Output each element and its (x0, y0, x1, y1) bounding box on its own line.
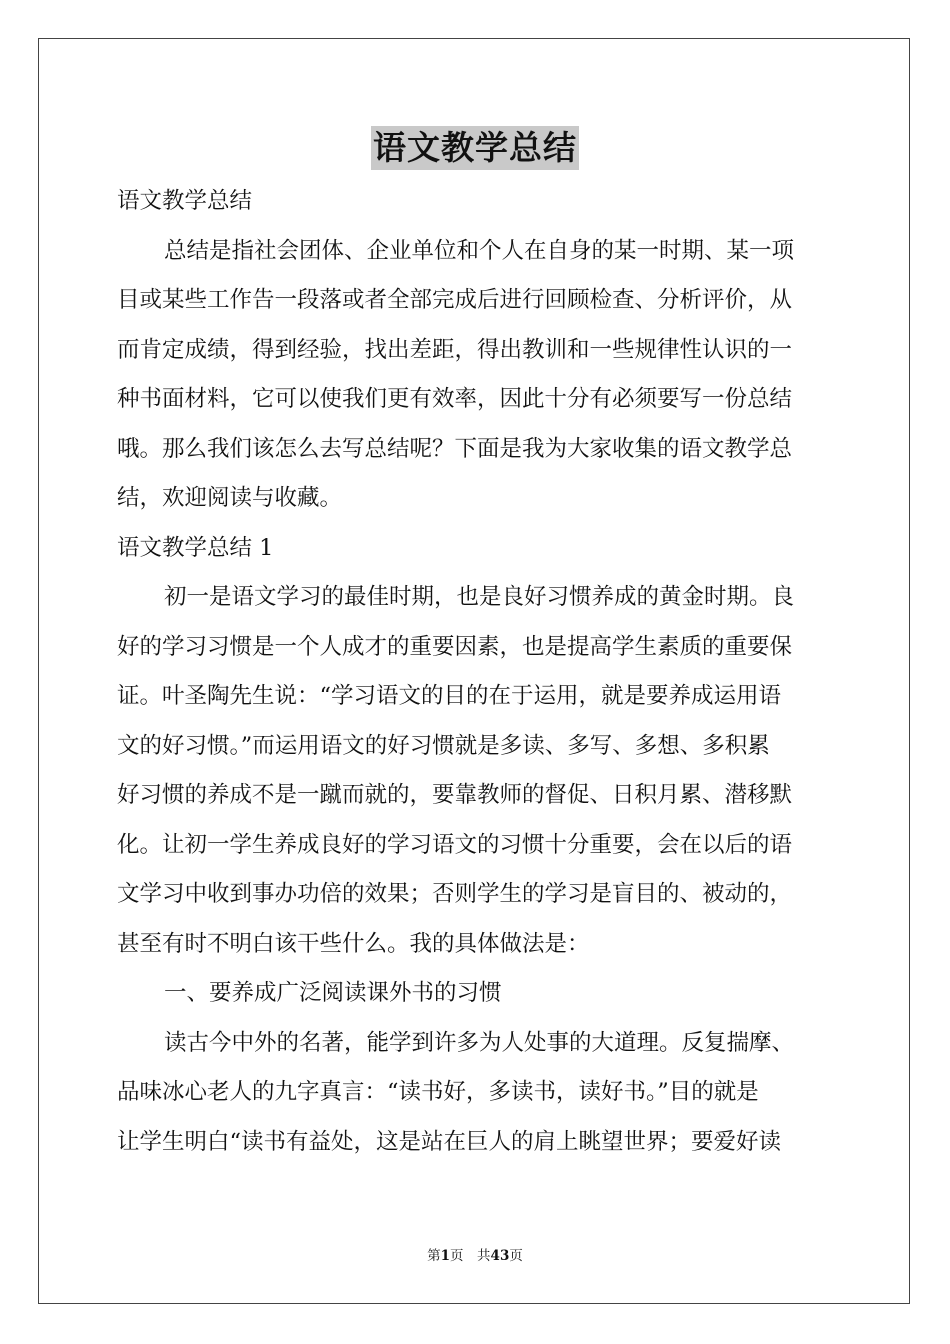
paragraph-line: 甚至有时不明白该干些什么。我的具体做法是： (117, 930, 590, 957)
paragraph-line: 目或某些工作告一段落或者全部完成后进行回顾检查、分析评价，从 (117, 287, 793, 313)
total-page-count: 43 (490, 1248, 510, 1264)
title-container (0, 126, 950, 170)
subsection-heading: 一、要养成广泛阅读课外书的习惯 (164, 980, 502, 1006)
paragraph-line: 好习惯的养成不是一蹴而就的，要靠教师的督促、日积月累、潜移默 (117, 782, 793, 808)
paragraph-line: 证。叶圣陶先生说：“学习语文的目的在于运用，就是要养成运用语 (117, 683, 782, 709)
document-title: 语文教学总结 (371, 126, 579, 170)
paragraph-line: 让学生明白“读书有益处，这是站在巨人的肩上眺望世界；要爱好读 (117, 1128, 782, 1155)
paragraph-line: 而肯定成绩，得到经验，找出差距，得出教训和一些规律性认识的一 (117, 336, 793, 363)
paragraph-line: 品味冰心老人的九字真言：“读书好，多读书，读好书。”目的就是 (117, 1079, 759, 1105)
paragraph-line: 好的学习习惯是一个人成才的重要因素，也是提高学生素质的重要保 (117, 633, 793, 660)
document-body (117, 177, 833, 1167)
paragraph-line: 哦。那么我们该怎么去写总结呢？下面是我为大家收集的语文教学总 (117, 435, 793, 462)
current-page-number: 1 (440, 1248, 451, 1264)
paragraph-line: 文学习中收到事办功倍的效果；否则学生的学习是盲目的、被动的， (117, 881, 793, 907)
footer-mid: 页 共 (450, 1248, 491, 1264)
paragraph-line: 总结是指社会团体、企业单位和个人在自身的某一时期、某一项 (164, 237, 795, 264)
paragraph-line: 化。让初一学生养成良好的学习语文的习惯十分重要，会在以后的语 (117, 831, 793, 858)
subtitle-line: 语文教学总结 (117, 188, 253, 214)
paragraph-line: 读古今中外的名著，能学到许多为人处事的大道理。反复揣摩、 (164, 1029, 795, 1056)
footer-suffix: 页 (509, 1248, 523, 1264)
paragraph-line: 结，欢迎阅读与收藏。 (117, 485, 343, 511)
section-heading: 语文教学总结 1 (117, 534, 274, 561)
footer-prefix: 第 (427, 1248, 441, 1264)
page-footer (0, 1247, 950, 1265)
paragraph-line: 种书面材料，它可以使我们更有效率，因此十分有必须要写一份总结 (117, 386, 793, 412)
paragraph-line: 文的好习惯。”而运用语文的好习惯就是多读、多写、多想、多积累 (117, 732, 770, 759)
paragraph-line: 初一是语文学习的最佳时期，也是良好习惯养成的黄金时期。良 (164, 584, 795, 610)
